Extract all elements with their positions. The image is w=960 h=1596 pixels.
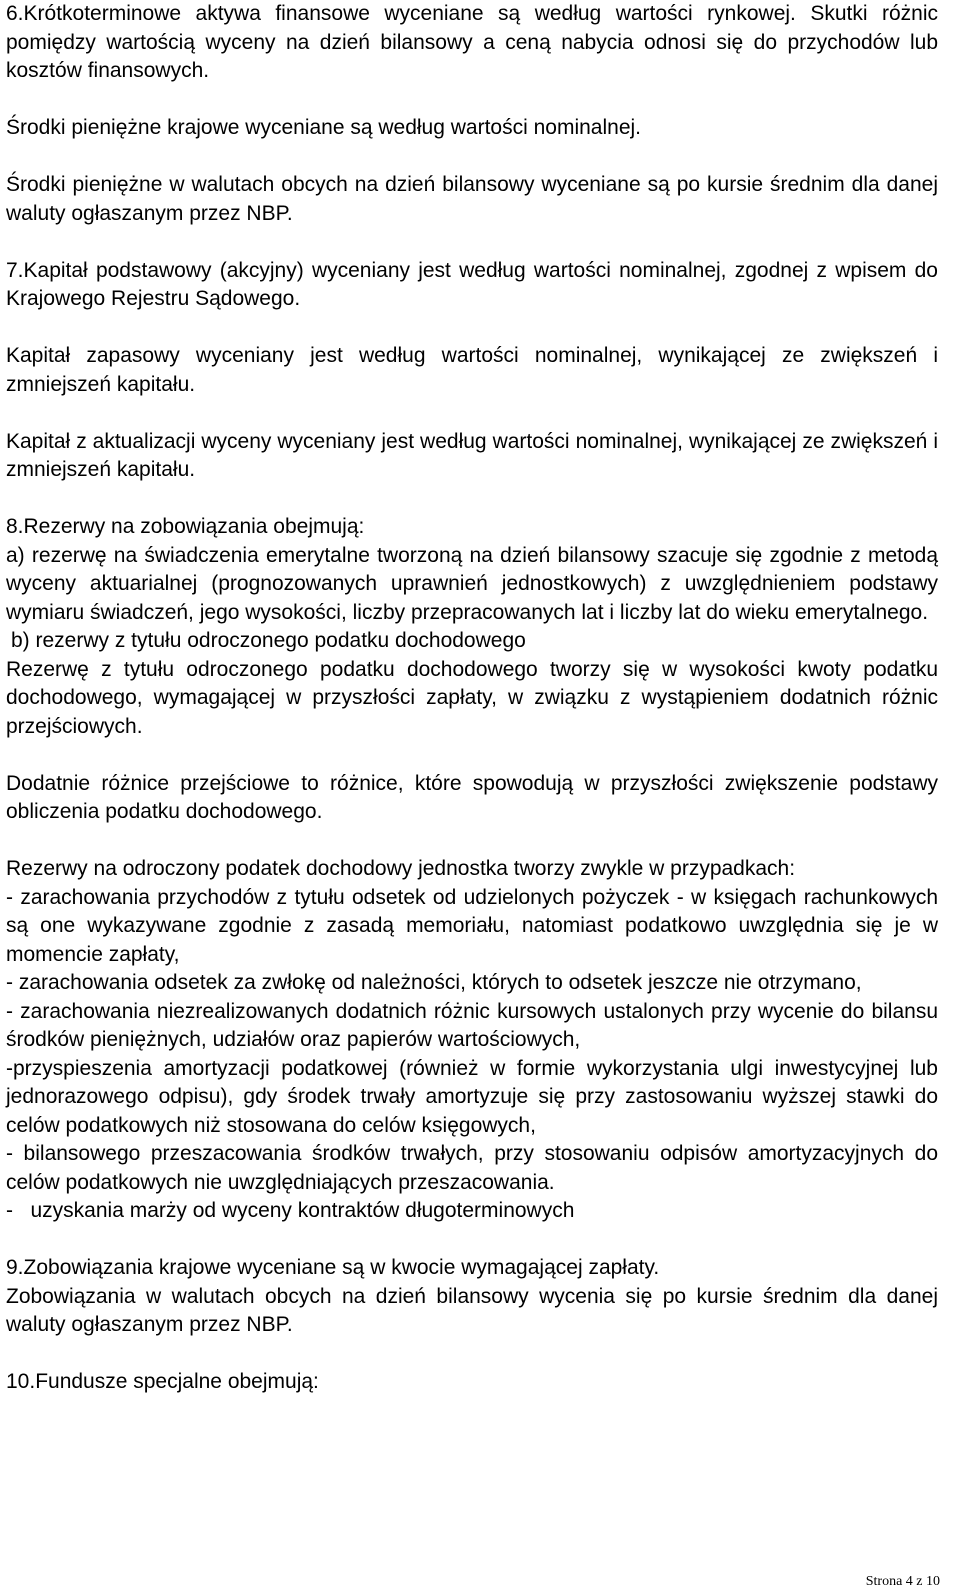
paragraph-8-title: 8.Rezerwy na zobowiązania obejmują:	[6, 515, 365, 538]
document-page	[6, 0, 938, 1397]
spacer	[6, 1340, 938, 1369]
paragraph-9-foreign-liabilities: Zobowiązania w walutach obcych na dzień bilansowy wycenia się po kursie średnim dla danej waluty ogłaszanym przez NBP.	[6, 1284, 938, 1336]
paragraph-7-revaluation-capital: Kapitał z aktualizacji wyceny wyceniany jest według wartości nominalnej, wynikającej ze zwiększeń i zmniejszeń kapitału.	[6, 429, 938, 481]
spacer	[6, 399, 938, 428]
list-item: - zarachowania odsetek za zwłokę od należności, których to odsetek jeszcze nie otrzymano,	[6, 971, 862, 994]
spacer	[6, 228, 938, 257]
spacer	[6, 143, 938, 172]
list-item: - zarachowania niezrealizowanych dodatnich różnic kursowych ustalonych przy wycenie do bilansu środków pieniężnych, udziałów oraz papierów wartościowych,	[6, 999, 938, 1051]
paragraph-8-deferred-tax-title: b) rezerwy z tytułu odroczonego podatku dochodowego	[11, 629, 526, 652]
spacer	[6, 485, 938, 514]
page-number: Strona 4 z 10	[865, 1574, 940, 1589]
spacer	[6, 1226, 938, 1255]
paragraph-8-retirement-provision: a) rezerwę na świadczenia emerytalne tworzoną na dzień bilansowy szacuje się zgodnie z metodą wyceny aktuarialnej (prognozowanych uprawnień jednostkowych) z uwzględnieniem podstawy wymiaru świadczeń, jego wysokości, liczby przepracowanych lat i liczby lat do wieku emerytalnego.	[6, 543, 938, 624]
paragraph-8-cases-intro: Rezerwy na odroczony podatek dochodowy jednostka tworzy zwykle w przypadkach:	[6, 857, 796, 880]
list-item: - zarachowania przychodów z tytułu odsetek od udzielonych pożyczek - w księgach rachunkowych są one wykazywane zgodnie z zasadą memoriału, natomiast podatkowo uwzględnia się je w momencie zapłaty,	[6, 885, 938, 966]
spacer	[6, 741, 938, 770]
paragraph-7-reserve-capital: Kapitał zapasowy wyceniany jest według wartości nominalnej, wynikającej ze zwiększeń i zmniejszeń kapitału.	[6, 344, 938, 396]
paragraph-6-domestic-cash: Środki pieniężne krajowe wyceniane są według wartości nominalnej.	[6, 116, 642, 139]
list-item: - bilansowego przeszacowania środków trwałych, przy stosowaniu odpisów amortyzacyjnych do celów podatkowych nie uwzględniających przeszacowania.	[6, 1142, 938, 1194]
paragraph-8-deferred-tax-text: Rezerwę z tytułu odroczonego podatku dochodowego tworzy się w wysokości kwoty podatku dochodowego, wymagającej w przyszłości zapłaty, w związku z wystąpieniem dodatnich różnic przejściowych.	[6, 657, 938, 738]
paragraph-6-short-term-assets: 6.Krótkoterminowe aktywa finansowe wyceniane są według wartości rynkowej. Skutki różnic pomiędzy wartością wyceny na dzień bilansowy a ceną nabycia odnosi się do przychodów lub kosztów finansowych.	[6, 2, 938, 82]
list-item: - uzyskania marży od wyceny kontraktów długoterminowych	[6, 1199, 575, 1222]
paragraph-8-temporary-differences: Dodatnie różnice przejściowe to różnice, które spowodują w przyszłości zwiększenie podstawy obliczenia podatku dochodowego.	[6, 771, 938, 823]
spacer	[6, 86, 938, 115]
spacer	[6, 827, 938, 856]
paragraph-9-domestic-liabilities: 9.Zobowiązania krajowe wyceniane są w kwocie wymagającej zapłaty.	[6, 1256, 660, 1279]
paragraph-10-title: 10.Fundusze specjalne obejmują:	[6, 1370, 319, 1393]
paragraph-7-share-capital: 7.Kapitał podstawowy (akcyjny) wyceniany jest według wartości nominalnej, zgodnej z wpisem do Krajowego Rejestru Sądowego.	[6, 258, 938, 310]
spacer	[6, 314, 938, 343]
paragraph-6-foreign-cash: Środki pieniężne w walutach obcych na dzień bilansowy wyceniane są po kursie średnim dla danej waluty ogłaszanym przez NBP.	[6, 173, 938, 225]
list-item: -przyspieszenia amortyzacji podatkowej (również w formie wykorzystania ulgi inwestycyjnej lub jednorazowego odpisu), gdy środek trwały amortyzuje się przy zastosowaniu wyższej stawki do celów podatkowych niż stosowana do celów księgowych,	[6, 1056, 938, 1137]
